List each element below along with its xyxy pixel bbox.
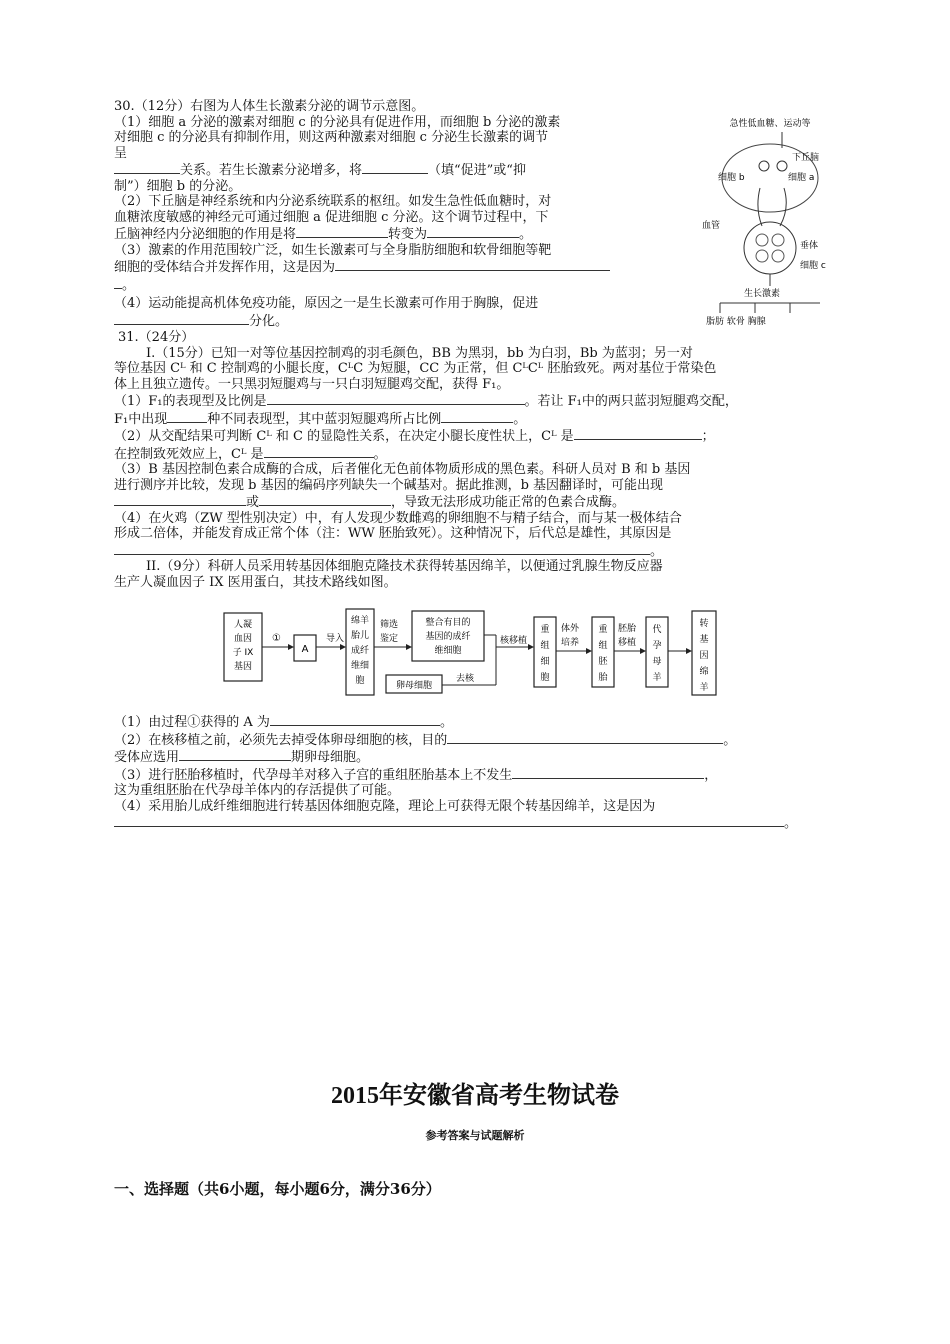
- svg-text:胚: 胚: [598, 657, 608, 667]
- answer-blank[interactable]: [441, 410, 513, 423]
- answer-blank[interactable]: [335, 258, 610, 271]
- box-transgenic-sheep: [692, 611, 716, 695]
- answer-blank[interactable]: [114, 814, 784, 827]
- growth-hormone-diagram: [700, 108, 840, 328]
- q30-p4-line: 分化。: [114, 312, 684, 330]
- q31-i2-line: （2）从交配结果可判断 Cᴸ 和 C 的显隐性关系，在决定小腿长度性状上，Cᴸ 是 ；: [114, 429, 715, 444]
- fig1-cell-b: 细胞 b: [718, 173, 745, 183]
- q30-p1a: （1）细胞 a 分泌的激素对细胞 c 的分泌具有促进作用，而细胞 b 分泌的激素: [114, 114, 561, 130]
- import-label: 导入: [326, 634, 345, 644]
- screen-label-2: 鉴定: [380, 634, 399, 644]
- culture-label-2: 培养: [561, 638, 580, 648]
- q30-p1f: 制”）细胞 b 的分泌。: [114, 178, 242, 194]
- box-recombinant-cell: [534, 617, 556, 687]
- svg-text:孕: 孕: [652, 641, 662, 651]
- q31-i-c: 体上且独立遗传。一只黑羽短腿鸡与一只白羽短腿鸡交配，获得 F₁。: [114, 376, 510, 392]
- question-30: [114, 99, 684, 329]
- svg-text:转: 转: [699, 619, 709, 629]
- answer-blank[interactable]: [114, 276, 122, 289]
- svg-text:人凝: 人凝: [233, 620, 253, 630]
- answer-blank[interactable]: [512, 766, 704, 779]
- box-a-label: A: [301, 644, 309, 655]
- q30-header: 30.（12分）右图为人体生长激素分泌的调节示意图。: [114, 99, 425, 114]
- svg-text:整合有目的: 整合有目的: [425, 618, 471, 628]
- q30-p4a: （4）运动能提高机体免疫功能，原因之一是生长激素可作用于胸腺，促进: [114, 296, 539, 311]
- svg-text:羊: 羊: [652, 673, 662, 683]
- box-fetal-fibroblast: [346, 609, 374, 695]
- answer-blank[interactable]: [179, 748, 291, 761]
- svg-text:母: 母: [652, 657, 662, 667]
- answer-blank[interactable]: [264, 445, 374, 458]
- q31-i2-line2: 在控制致死效应上，Cᴸ 是 。: [114, 446, 387, 462]
- screen-label-1: 筛选: [380, 620, 399, 630]
- svg-text:维细胞: 维细胞: [434, 646, 462, 656]
- fig1-top-label: 急性低血糖、运动等: [729, 119, 811, 129]
- fig1-pituitary: 垂体: [800, 241, 819, 251]
- svg-text:绵: 绵: [699, 667, 709, 677]
- q31-i3a: （3）B 基因控制色素合成酶的合成，后者催化无色前体物质形成的黑色素。科研人员对 B 和 b 基因: [114, 462, 691, 477]
- embryo-transfer-label-1: 胚胎: [618, 624, 637, 634]
- svg-text:基因的成纤: 基因的成纤: [425, 632, 471, 642]
- svg-text:细: 细: [540, 657, 550, 667]
- fig1-targets: 脂肪 软骨 胸腺: [706, 317, 766, 327]
- fig1-vessel: 血管: [702, 221, 721, 231]
- fig1-hypothalamus: 下丘脑: [792, 153, 820, 163]
- fig1-cell-a: 细胞 a: [788, 173, 815, 183]
- q30-p3-end: 。: [114, 276, 684, 294]
- enucleate-label: 去核: [456, 674, 475, 684]
- svg-text:胞: 胞: [540, 673, 550, 683]
- svg-text:羊: 羊: [699, 683, 709, 693]
- answer-blank[interactable]: [362, 161, 428, 174]
- svg-text:成纤: 成纤: [350, 646, 370, 656]
- q31-i-a: I.（15分）已知一对等位基因控制鸡的羽毛颜色，BB 为黑羽，bb 为白羽，Bb 为蓝羽；另一对: [146, 345, 693, 361]
- svg-text:组: 组: [598, 641, 608, 651]
- q31-i-b: 等位基因 Cᴸ 和 C 控制鸡的小腿长度，CᴸC 为短腿，CC 为正常，但 CᴸCᴸ 胚胎致死。两对基位于常染色: [114, 361, 717, 376]
- q31-ii2-line2: 受体应选用 期卵母细胞。: [114, 750, 370, 765]
- q31-ii2-line: （2）在核移植之前，必须先去掉受体卵母细胞的核，目的 。: [114, 732, 737, 748]
- svg-text:胎儿: 胎儿: [350, 631, 370, 641]
- q31-ii1-line: （1）由过程①获得的 A 为 。: [114, 715, 453, 730]
- step-1-label: ①: [272, 633, 281, 644]
- transgenic-sheep-flowchart: [216, 605, 736, 715]
- svg-text:血因: 血因: [233, 634, 253, 644]
- svg-text:子 IX: 子 IX: [232, 648, 254, 658]
- answer-blank[interactable]: [427, 225, 519, 238]
- question-31-ii: [114, 713, 824, 832]
- svg-text:维细: 维细: [350, 661, 370, 671]
- q31-ii4a: （4）采用胎儿成纤维细胞进行转基因体细胞克隆，理论上可获得无限个转基因绵羊，这是因为: [114, 798, 656, 814]
- answer-blank[interactable]: [259, 493, 391, 506]
- answer-blank[interactable]: [114, 312, 249, 325]
- q30-p1c: 呈: [114, 145, 128, 161]
- answer-blank[interactable]: [296, 225, 388, 238]
- q31-ii-a: II.（9分）科研人员采用转基因体细胞克隆技术获得转基因绵羊，以便通过乳腺生物反应器: [146, 559, 663, 574]
- page-title: 2015年安徽省高考生物试卷: [331, 1083, 619, 1109]
- oocyte-label: 卵母细胞: [395, 681, 433, 691]
- culture-label-1: 体外: [561, 624, 580, 634]
- svg-text:胎: 胎: [598, 673, 608, 683]
- box-integrated-fibroblast: [412, 611, 484, 661]
- svg-text:绵羊: 绵羊: [350, 616, 370, 626]
- answer-blank[interactable]: [114, 493, 246, 506]
- q30-p2a: （2）下丘脑是神经系统和内分泌系统联系的枢纽。如发生急性低血糖时，对: [114, 194, 552, 209]
- q31-ii4-line: 。: [114, 814, 824, 832]
- svg-text:重: 重: [598, 625, 608, 635]
- q30-p3a: （3）激素的作用范围较广泛，如生长激素可与全身脂肪细胞和软骨细胞等靶: [114, 242, 552, 258]
- q31-ii3c: 这为重组胚胎在代孕母羊体内的存活提供了可能。: [114, 783, 401, 798]
- box-surrogate-ewe: [646, 617, 668, 687]
- question-31: [114, 330, 824, 590]
- q31-i3-line: 或 ，导致无法形成功能正常的色素合成酶。: [114, 493, 824, 511]
- page-subtitle: 参考答案与试题解析: [425, 1129, 525, 1142]
- q31-i4-line: 。: [114, 542, 824, 560]
- q31-i3b: 进行测序并比较，发现 b 基因的编码序列缺失一个碱基对。据此推测，b 基因翻译时，可能出现: [114, 477, 664, 493]
- q31-i4b: 形成二倍体，并能发育成正常个体（注：WW 胚胎致死）。这种情况下，后代总是雄性，其原因是: [114, 526, 672, 541]
- embryo-transfer-label-2: 移植: [618, 638, 637, 648]
- q30-p2-line: 丘脑神经内分泌细胞的作用是将 转变为 。: [114, 227, 533, 242]
- svg-text:重: 重: [540, 625, 550, 635]
- svg-text:因: 因: [699, 651, 709, 661]
- svg-text:组: 组: [540, 641, 550, 651]
- q30-p1b: 对细胞 c 的分泌具有抑制作用，则这两种激素对细胞 c 分泌生长激素的调节: [114, 130, 549, 145]
- svg-text:胞: 胞: [355, 676, 365, 686]
- svg-text:基因: 基因: [233, 662, 253, 672]
- q30-p2b: 血糖浓度敏感的神经元可通过细胞 a 促进细胞 c 分泌。这个调节过程中，下: [114, 209, 549, 225]
- q31-i1-line2: F₁中出现 种不同表现型，其中蓝羽短腿鸡所占比例 。: [114, 411, 527, 427]
- box-human-factor-ix-gene: [224, 613, 262, 681]
- fig1-cell-c: 细胞 c: [800, 261, 826, 271]
- q31-ii-b: 生产人凝血因子 IX 医用蛋白，其技术路线如图。: [114, 574, 397, 590]
- q31-header: 31.（24分）: [118, 330, 195, 345]
- svg-text:基: 基: [699, 635, 709, 645]
- q31-i1-line: （1）F₁的表现型及比例是 。若让 F₁中的两只蓝羽短腿鸡交配，: [114, 394, 738, 409]
- answer-blank[interactable]: [447, 731, 723, 744]
- answer-blank[interactable]: [167, 410, 207, 423]
- q31-ii3-line: （3）进行胚胎移植时，代孕母羊对移入子宫的重组胚胎基本上不发生 ，: [114, 767, 718, 783]
- fig1-growth-hormone: 生长激素: [744, 289, 781, 299]
- section-heading: 一、选择题（共6小题，每小题6分，满分36分）: [114, 1180, 441, 1198]
- nuclear-transfer-label: 核移植: [500, 636, 528, 646]
- answer-blank[interactable]: [114, 161, 180, 174]
- q30-p1-line: 关系。若生长激素分泌增多，将 （填“促进”或“抑: [114, 161, 684, 179]
- answer-blank[interactable]: [267, 392, 525, 405]
- q30-p3-line: 细胞的受体结合并发挥作用，这是因为: [114, 258, 684, 276]
- answer-blank[interactable]: [270, 713, 440, 726]
- answer-blank[interactable]: [114, 542, 650, 555]
- svg-text:代: 代: [652, 625, 662, 635]
- answer-blank[interactable]: [574, 427, 702, 440]
- q31-i4a: （4）在火鸡（ZW 型性别决定）中，有人发现少数雌鸡的卵细胞不与精子结合，而与某一极体结合: [114, 510, 682, 526]
- box-recombinant-embryo: [592, 617, 614, 687]
